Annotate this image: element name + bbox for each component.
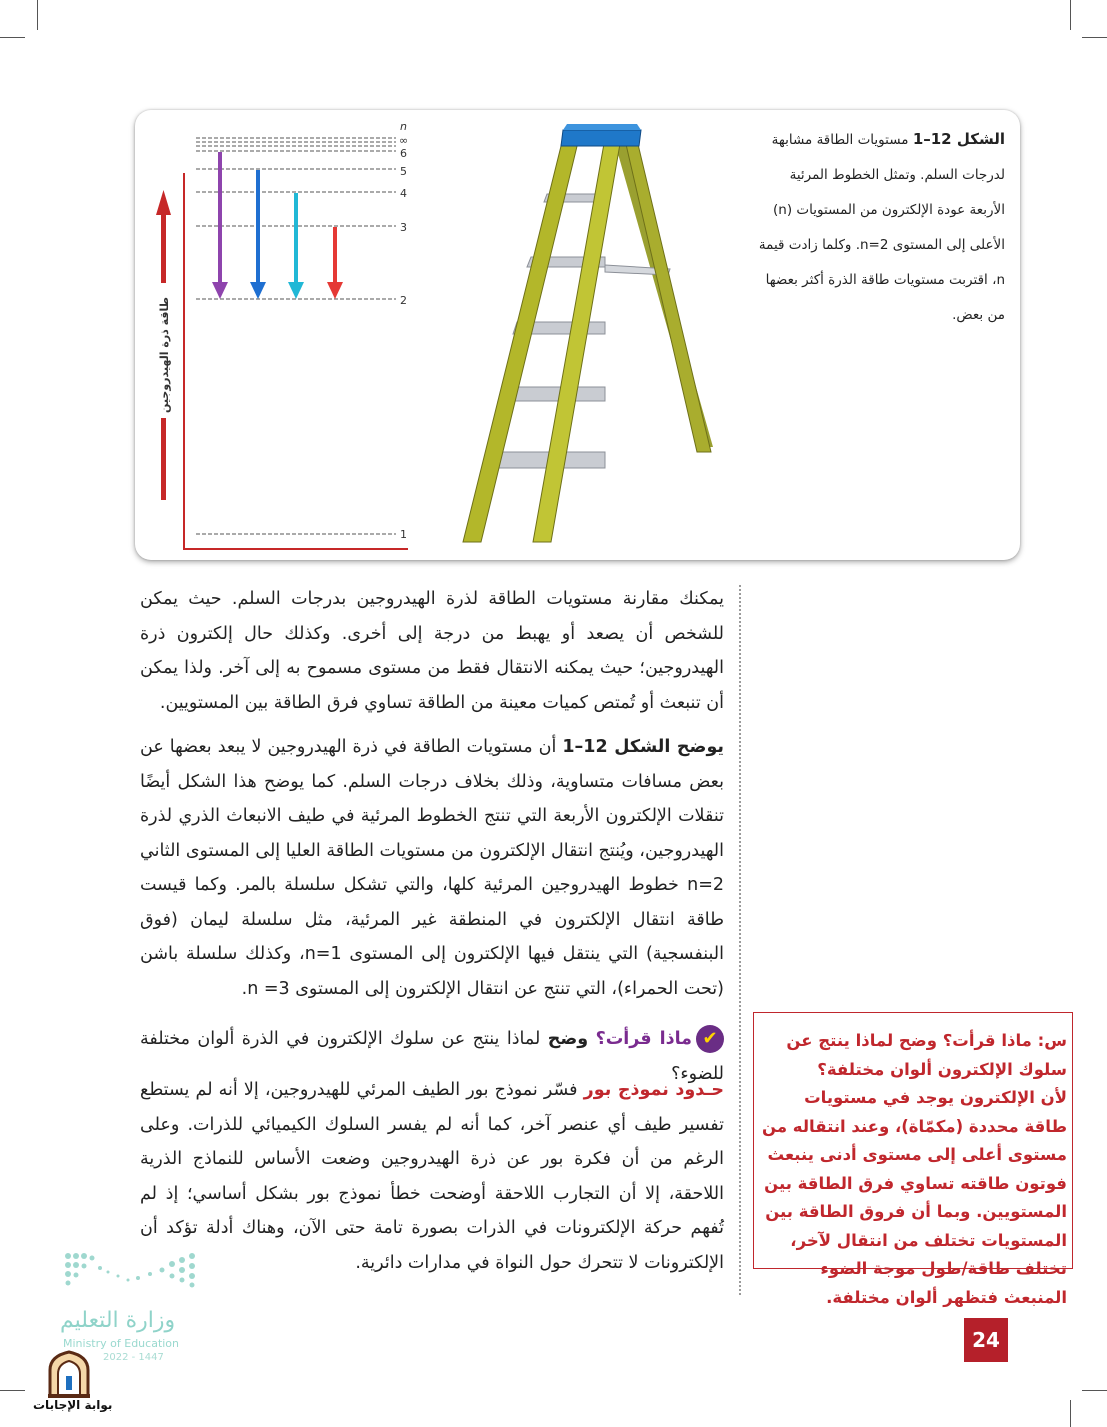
paragraph-rest: فسّر نموذج بور الطيف المرئي للهيدروجين، إلا أنه لم يستطع تفسير طيف أي عنصر آخر، كما أنه لم يفسر السلوك الكيميائي للذرات. وعلى الرغم من أن فكرة بور عن ذرة الهيدروجين وضعت الأساس للنماذج الذرية اللاحقة، إلا أن التجارب اللاحقة أوضحت خطأ نموذج بور بشكل أساسي؛ إذ لم تُفهم حركة الإلكترونات في الذرات بصورة تامة حتى الآن، وهناك أدلة تؤكد أن الإلكترونات لا تتحرك حول النواة في مدارات دائرية. bbox=[140, 1080, 724, 1273]
axis-bar-lower bbox=[161, 418, 166, 500]
reading-check-question: لماذا ينتج عن سلوك الإلكترون في الذرة ألوان مختلفة للضوء؟ bbox=[140, 1029, 724, 1084]
answer-question: س: ماذا قرأت؟ وضح لماذا ينتج عن سلوك الإلكترون ألوان مختلفة؟ bbox=[786, 1031, 1067, 1079]
level-number: 5 bbox=[400, 165, 407, 178]
crop-mark bbox=[1082, 37, 1107, 38]
transition-arrow-3-to-2 bbox=[327, 227, 343, 299]
figure-reference: يوضح الشكل 12–1 bbox=[562, 737, 724, 757]
paragraph-rest: أن مستويات الطاقة في ذرة الهيدروجين لا يبعد بعضها عن بعض مسافات متساوية، وذلك بخلاف درجات السلم. كما يوضح هذا الشكل أيضًا تنقلات الإلكترون الأربعة التي تنتج الخطوط المرئية في طيف الانبعاث الذري لذرة الهيدروجين، ويُنتج انتقال الإلكترون من مستويات الطاقة العليا إلى المستوى الثاني n=2 خطوط الهيدروجين المرئية كلها، والتي تشكل سلسلة بالمر. وكما قيست طاقة انتقال الإلكترون في المنطقة غير المرئية، مثل سلسلة ليمان (فوق البنفسجية) التي ينتقل فيها الإلكترون إلى المستوى n=1، وكذلك سلسلة باشن (تحت الحمراء)، التي تنتج عن انتقال الإلكترون إلى المستوى n =3. bbox=[140, 737, 724, 999]
answer-text: لأن الإلكترون يوجد في مستويات طاقة محددة (مكمّاة)، وعند انتقاله من مستوى أعلى إلى مستوى أدنى ينبعث فوتون طاقته تساوي فرق الطاقة بين المستويين. وبما أن فروق الطاقة بين المستويات تختلف من انتقال لآخر، تختلف طاقة/طول موجة الضوء المنبعث فتظهر ألوان مختلفة. bbox=[762, 1088, 1067, 1307]
crop-mark bbox=[1082, 1390, 1107, 1391]
transition-arrow-4-to-2 bbox=[288, 193, 304, 299]
level-number: 2 bbox=[400, 294, 407, 307]
paragraph-text: يمكنك مقارنة مستويات الطاقة لذرة الهيدروجين بدرجات السلم. حيث يمكن للشخص أن يصعد أو يهبط من درجة إلى أخرى. وكذلك حال إلكترون ذرة الهيدروجين؛ حيث يمكنه الانتقال فقط من مستوى مسموح به إلى آخر. ولذا يمكن أن تنبعث أو تُمتص كميات معينة من الطاقة تساوي فرق الطاقة بين المستويين. bbox=[140, 589, 724, 713]
body-paragraph-1 bbox=[140, 582, 724, 720]
figure-caption bbox=[755, 122, 1005, 333]
gate-watermark-icon bbox=[46, 1350, 92, 1398]
level-number: 6 bbox=[400, 147, 407, 160]
transition-arrow-5-to-2 bbox=[250, 170, 266, 299]
crop-mark bbox=[1070, 0, 1071, 30]
check-icon: ✔ bbox=[696, 1025, 724, 1053]
reading-check-verb: وضح bbox=[547, 1029, 589, 1049]
crop-mark bbox=[0, 1390, 25, 1391]
body-paragraph-2 bbox=[140, 730, 724, 1006]
answer-box bbox=[753, 1012, 1073, 1307]
n-label: n bbox=[400, 120, 407, 133]
level-number: 3 bbox=[400, 221, 407, 234]
figure-caption-label: الشكل 12–1 bbox=[912, 130, 1005, 148]
level-number: 4 bbox=[400, 187, 407, 200]
ministry-name-arabic: وزارة التعليم bbox=[60, 1308, 176, 1333]
ladder-illustration bbox=[455, 122, 715, 552]
ministry-year: 2022 - 1447 bbox=[103, 1352, 164, 1363]
crop-mark bbox=[1070, 1400, 1071, 1427]
energy-level-diagram bbox=[150, 118, 420, 558]
crop-mark bbox=[0, 37, 25, 38]
section-heading: حـدود نموذج بور bbox=[583, 1080, 724, 1100]
reading-check-label: ماذا قرأت؟ bbox=[595, 1029, 692, 1049]
ministry-name-english: Ministry of Education bbox=[63, 1337, 180, 1350]
paragraph-text bbox=[140, 1073, 724, 1280]
figure-caption-text: مستويات الطاقة مشابهة لدرجات السلم. وتمثل الخطوط المرئية الأربعة عودة الإلكترون من المستويات (n) الأعلى إلى المستوى n=2. وكلما زادت قيمة n، اقتربت مستويات طاقة الذرة أكثر بعضها من بعض. bbox=[758, 132, 1005, 323]
ministry-logo-dots bbox=[62, 1250, 202, 1295]
column-divider bbox=[739, 585, 741, 1295]
watermark-text: بوابة الإجابات bbox=[33, 1398, 113, 1412]
axis-arrow-head bbox=[156, 190, 171, 215]
level-number: 1 bbox=[400, 528, 407, 541]
paragraph-text bbox=[140, 730, 724, 1006]
axis-arrow-shaft bbox=[161, 213, 166, 283]
page-number: 24 bbox=[964, 1318, 1008, 1362]
level-number: ∞ bbox=[399, 134, 409, 147]
crop-mark bbox=[37, 0, 38, 30]
axis-label: طاقة ذرة الهيدروجين bbox=[158, 297, 171, 413]
body-paragraph-3 bbox=[140, 1073, 724, 1280]
